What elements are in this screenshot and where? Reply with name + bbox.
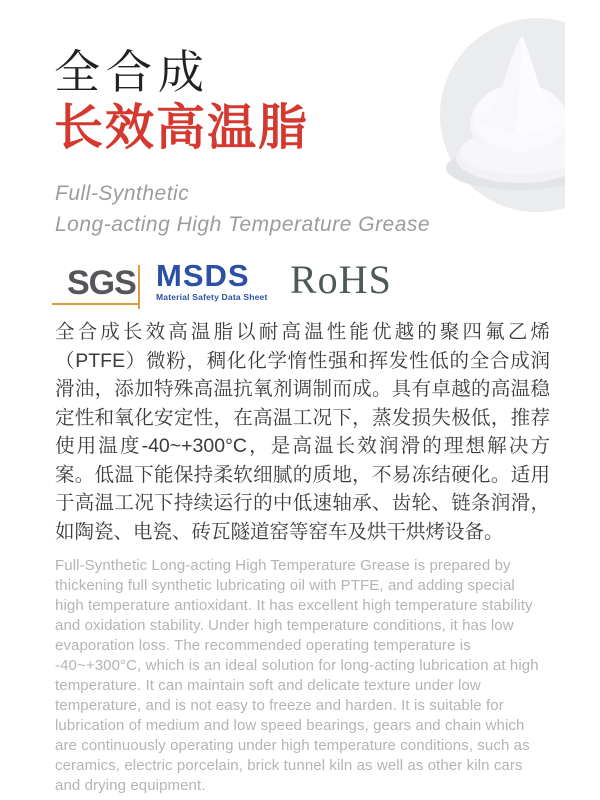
page-subtitle-en bbox=[55, 178, 430, 240]
sgs-logo-underline bbox=[52, 303, 140, 305]
page-title-cn-line1: 全合成 bbox=[54, 46, 210, 98]
grease-dollop-image bbox=[420, 8, 565, 223]
description-chinese: 全合成长效高温脂以耐高温性能优越的聚四氟乙烯（PTFE）微粉，稠化化学惰性强和挥发性低的全合成润滑油，添加特殊高温抗氧剂调制而成。具有卓越的高温稳定性和氧化安定性，在高温工况下，蒸发损失极低，推荐使用温度-40~+300°C，是高温长效润滑的理想解决方案。低温下能保持柔软细腻的质地，不易冻结硬化。适用于高温工况下持续运行的中低速轴承、齿轮、链条润滑，如陶瓷、电瓷、砖瓦隧道窑等窑车及烘干烘烤设备。 bbox=[55, 321, 550, 543]
description-english: Full-Synthetic Long-acting High Temperature Grease is prepared by thickening full synthetic lubricating oil with PTFE, and adding special high temperature antioxidant. It has excellent high temperature stability and oxidation stability. Under high temperature conditions, it has low evaporation loss. The recommended operating temperature is -40~+300°C, which is an ideal solution for long-acting lubrication at high temperature. It can maintain soft and delicate texture under low temperature, and is not easy to freeze and harden. It is suitable for lubrication of medium and low speed bearings, gears and chain which are continuously operating under high temperature conditions, such as ceramics, electric porcelain, brick tunnel kiln as well as other kiln cars and drying equipment. bbox=[55, 557, 539, 794]
msds-logo bbox=[156, 260, 276, 302]
sgs-logo-text: SGS bbox=[67, 264, 136, 302]
subtitle-line1: Full-Synthetic bbox=[55, 182, 190, 205]
page-title-cn-line2: 长效高温脂 bbox=[54, 101, 310, 155]
sgs-logo-vertical-line bbox=[138, 265, 140, 309]
sgs-logo bbox=[52, 264, 142, 310]
subtitle-line2: Long-acting High Temperature Grease bbox=[55, 213, 431, 236]
rohs-logo: RoHS bbox=[290, 257, 392, 302]
msds-logo-text: MSDS bbox=[156, 258, 250, 293]
msds-logo-subtext: Material Safety Data Sheet bbox=[156, 292, 268, 302]
product-photo bbox=[420, 8, 565, 223]
